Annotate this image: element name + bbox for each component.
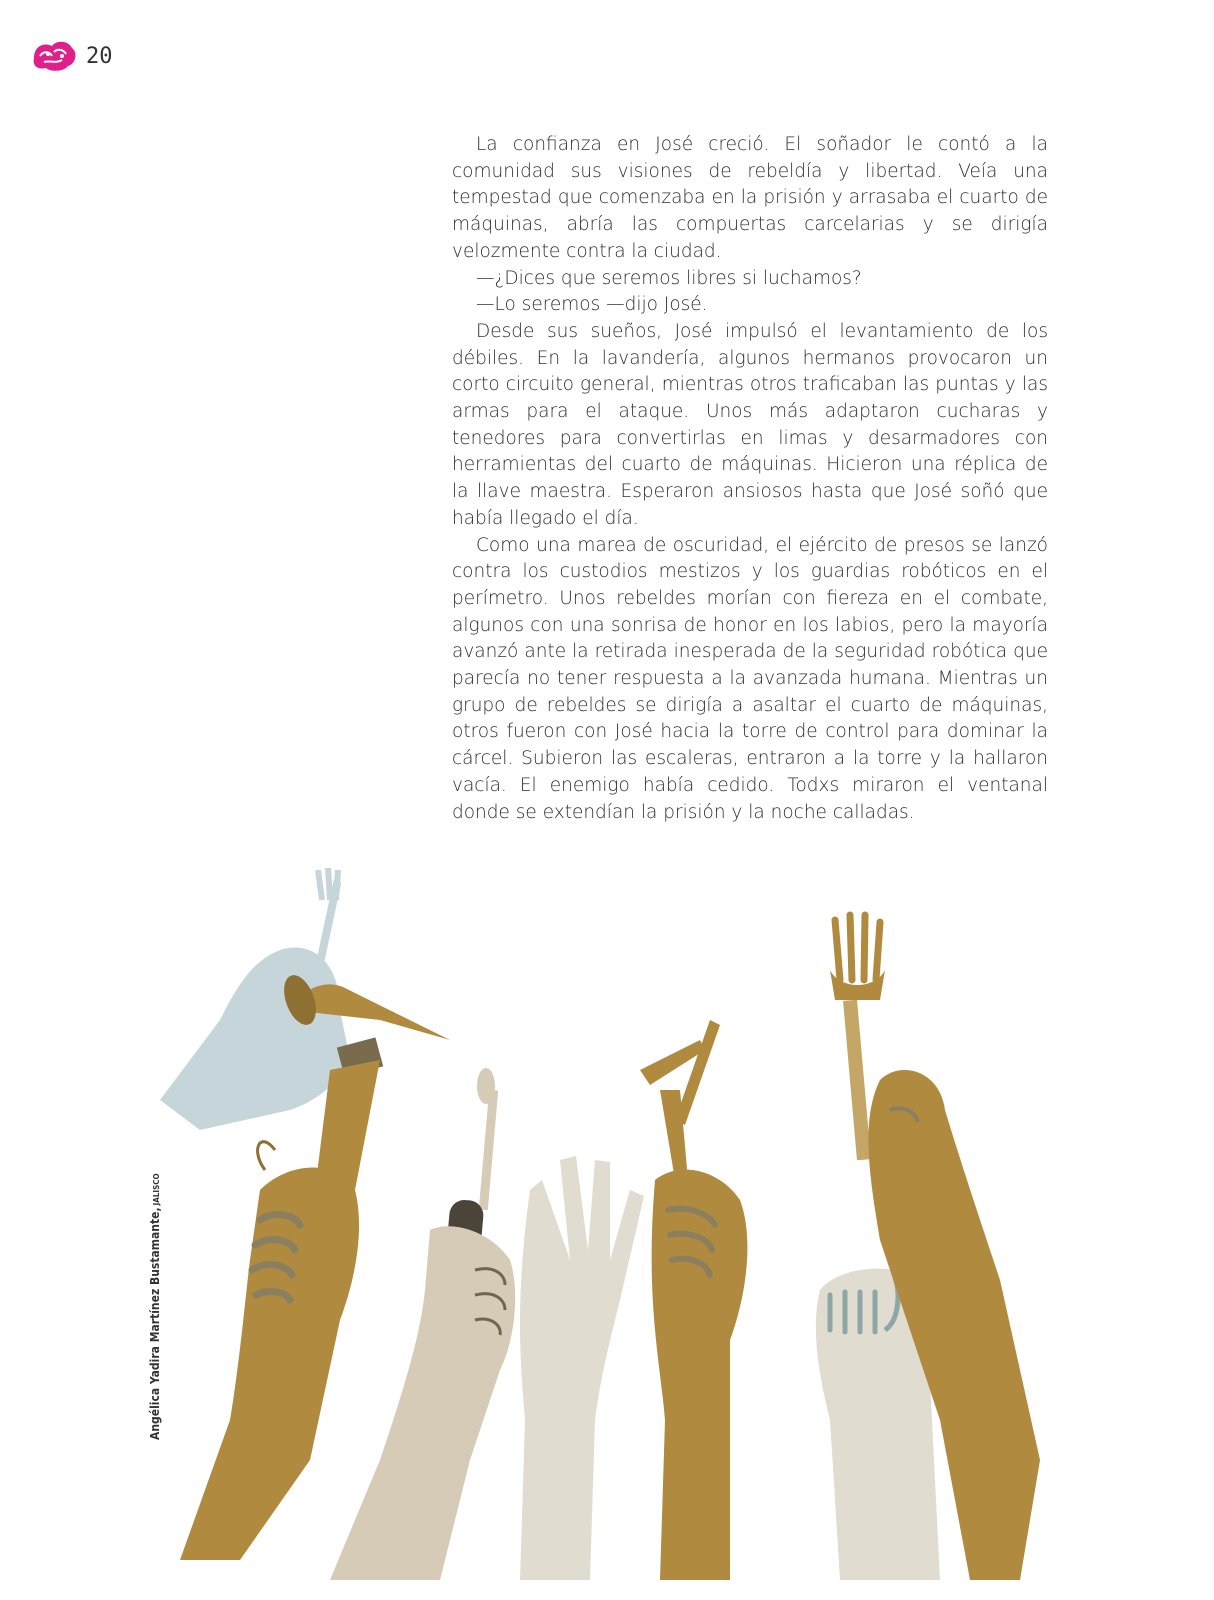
credit-name: Angélica Yadira Martínez Bustamante, bbox=[148, 1207, 162, 1440]
paragraph: Desde sus sueños, José impulsó el levantamiento de los débiles. En la lavandería, algunos hermanos provocaron un corto circuito general, mientras otros traficaban las puntas y las armas para el ataque. Unos más adaptaron cucharas y tenedores para convertirlas en limas y desarmadores con herramientas del cuarto de máquinas. Hicieron una réplica de la llave maestra. Esperaron ansiosos hasta que José soñó que había llegado el día. bbox=[452, 320, 1048, 529]
collection-logo-icon bbox=[30, 38, 78, 74]
illustration-credit bbox=[148, 1173, 162, 1440]
paragraph: Como una marea de oscuridad, el ejército de presos se lanzó contra los custodios mestizos y los guardias robóticos en el perímetro. Unos rebeldes morían con fiereza en el combate, algunos con una sonrisa de honor en los labios, pero la mayoría avanzó ante la retirada inesperada de la seguridad robótica que parecía no tener respuesta a la avanzada humana. Mientras un grupo de rebeldes se dirigía a asaltar el cuarto de máquinas, otros fueron con José hacia la torre de control para dominar la cárcel. Subieron las escaleras, entraron a la torre y la hallaron vacía. El enemigo había cedido. Todxs miraron el ventanal donde se extendían la prisión y la noche calladas. bbox=[452, 534, 1048, 823]
paragraph: —¿Dices que seremos libres si luchamos? bbox=[476, 267, 862, 289]
page-header bbox=[30, 36, 113, 76]
pale-open-hand bbox=[520, 1156, 644, 1580]
credit-place: JALISCO bbox=[152, 1173, 161, 1206]
paragraph: —Lo seremos —dijo José. bbox=[476, 294, 708, 316]
page-number: 20 bbox=[86, 43, 113, 69]
ochre-arm-with-pliers bbox=[640, 1020, 747, 1580]
story-text bbox=[452, 132, 1048, 826]
paragraph: La confianza en José creció. El soñador le contó a la comunidad sus visiones de rebeldía y libertad. Veía una tempestad que comenzaba en la prisión y arrasaba el cuarto de máquinas, abría las compuertas carcelarias y se dirigía velozmente contra la ciudad. bbox=[452, 134, 1048, 262]
raised-hands-illustration bbox=[140, 860, 1080, 1580]
